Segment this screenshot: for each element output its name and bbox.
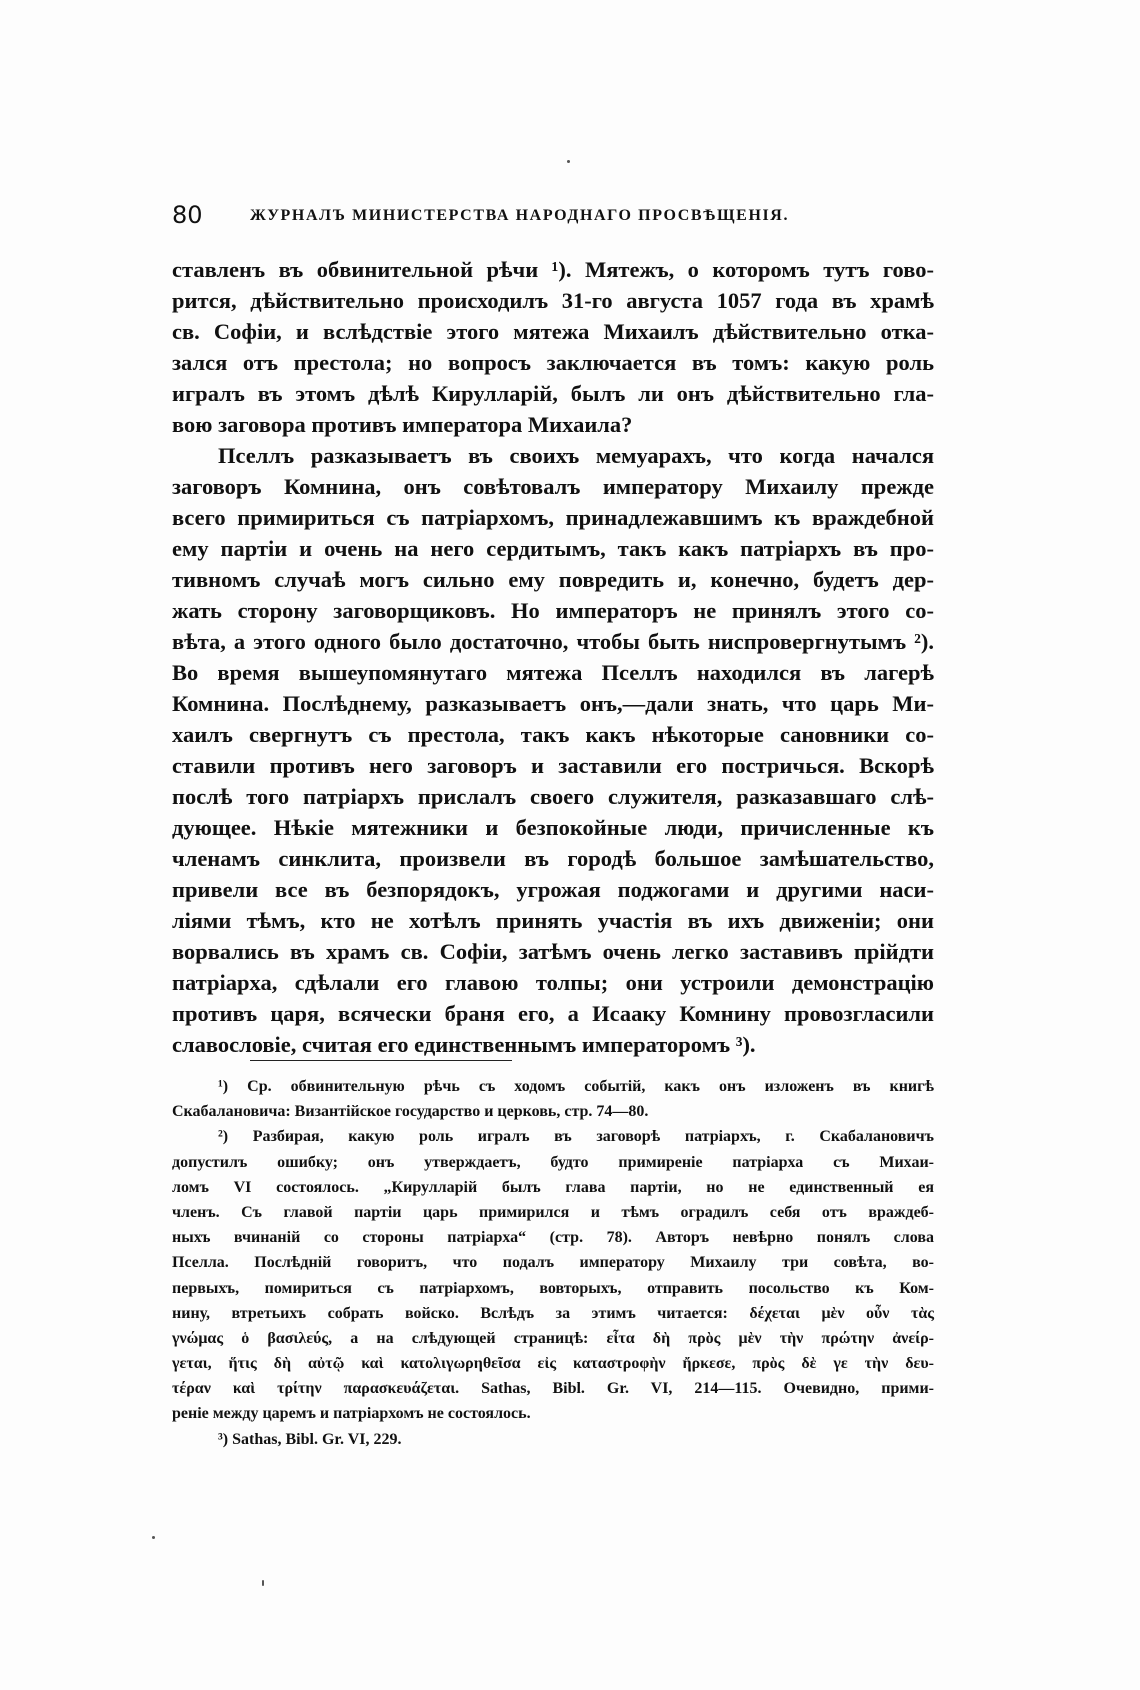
text-line: рится, дѣйствительно происходилъ 31-го августа 1057 года въ храмѣ (172, 288, 934, 313)
text-line: ставили противъ него заговоръ и заставили его постричься. Вскорѣ (172, 753, 934, 778)
text-line: патріарха, сдѣлали его главою толпы; они устроили демонстрацію (172, 970, 934, 995)
text-line: тивномъ случаѣ могъ сильно ему повредить и, конечно, будетъ дер- (172, 567, 934, 592)
footnote-line: τέραν καὶ τρίτην παρασκευάζεται. Sathas, Bibl. Gr. VI, 214—115. Очевидно, прими- (172, 1380, 934, 1398)
footnote-line: первыхъ, помириться съ патріархомъ, вовторыхъ, отправить посольство къ Ком- (172, 1279, 934, 1297)
footnote-line: ²) Разбирая, какую роль игралъ въ заговорѣ патріархъ, г. Скабалановичъ (218, 1128, 934, 1146)
text-line: противъ царя, всячески браня его, а Исааку Комнину провозгласили (172, 1001, 934, 1026)
text-line: ставленъ въ обвинительной рѣчи ¹). Мятежъ, о которомъ тутъ гово- (172, 257, 934, 282)
page-number: 80 (172, 201, 203, 229)
main-text (172, 254, 934, 1060)
footnote-line: реніе между царемъ и патріархомъ не состоялось. (172, 1405, 531, 1423)
text-line: дующее. Нѣкіе мятежники и безпокойные люди, причисленные къ (172, 815, 934, 840)
footnote-separator (250, 1060, 512, 1061)
scan-speck (262, 1580, 264, 1586)
text-line: хаилъ свергнутъ съ престола, такъ какъ нѣкоторые сановники со- (172, 722, 934, 747)
text-line: славословіе, считая его единственнымъ императоромъ ³). (172, 1032, 756, 1057)
text-line: привели все въ безпорядокъ, угрожая поджогами и другими наси- (172, 877, 934, 902)
scan-speck (152, 1536, 155, 1539)
footnote-line: Скабалановича: Византійское государство и церковь, стр. 74—80. (172, 1103, 649, 1121)
footnote-line: γεται, ἥτις δὴ αὐτῷ καὶ κατολιγωρηθεῖσα εἰς καταστροφὴν ἤρκεσε, πρὸς δὲ γε τὴν δευ- (172, 1355, 934, 1373)
footnote-line: ³) Sathas, Bibl. Gr. VI, 229. (218, 1430, 402, 1448)
text-line: вѣта, а этого одного было достаточно, чтобы быть ниспровергнутымъ ²). (172, 629, 934, 654)
text-line: жать сторону заговорщиковъ. Но императоръ не принялъ этого со- (172, 598, 934, 623)
footnote-line: Пселла. Послѣдній говоритъ, что подалъ императору Михаилу три совѣта, во- (172, 1254, 934, 1272)
running-header (172, 200, 940, 232)
text-line: зался отъ престола; но вопросъ заключается въ томъ: какую роль (172, 350, 934, 375)
footnote-line: ломъ VI состоялось. „Кирулларій былъ глава партіи, но не единственный ея (172, 1178, 934, 1196)
footnote-line: нину, втретьихъ собрать войско. Вслѣдъ за этимъ читается: δέχεται μὲν οὖν τὰς (172, 1304, 934, 1322)
text-line: вою заговора противъ императора Михаила? (172, 412, 633, 437)
footnote-line: ¹) Ср. обвинительную рѣчь съ ходомъ событій, какъ онъ изложенъ въ книгѣ (218, 1078, 934, 1095)
running-title: ЖУРНАЛЪ МИНИСТЕРСТВА НАРОДНАГО ПРОСВѢЩЕНІЯ. (250, 207, 790, 224)
scan-speck (567, 160, 570, 163)
text-line: всего примириться съ патріархомъ, принадлежавшимъ къ враждебной (172, 505, 934, 530)
text-line: ліями тѣмъ, кто не хотѣлъ принять участія въ ихъ движеніи; они (172, 908, 934, 933)
text-line: св. Софіи, и вслѣдствіе этого мятежа Михаилъ дѣйствительно отка- (172, 319, 934, 344)
text-line: ему партіи и очень на него сердитымъ, такъ какъ патріархъ въ про- (172, 536, 934, 561)
text-line: послѣ того патріархъ прислалъ своего служителя, разказавшаго слѣ- (172, 784, 934, 809)
footnote-line: членъ. Съ главой партіи царь примирился и тѣмъ оградилъ себя отъ враждеб- (172, 1203, 934, 1221)
footnotes (172, 1074, 934, 1452)
text-line: заговоръ Комнина, онъ совѣтовалъ императору Михаилу прежде (172, 474, 934, 499)
text-line: Комнина. Послѣднему, разказываетъ онъ,—дали знать, что царь Ми- (172, 691, 934, 716)
footnote-line: γνώμας ὁ βασιλεύς, а на слѣдующей страницѣ: εἶτα δὴ πρὸς μὲν τὴν πρώτην ἀνείρ- (172, 1329, 934, 1347)
text-line: ворвались въ храмъ св. Софіи, затѣмъ очень легко заставивъ прійдти (172, 939, 934, 964)
text-line: членамъ синклита, произвели въ городѣ большое замѣшательство, (172, 846, 934, 871)
footnote-line: ныхъ вчинаній со стороны патріарха“ (стр. 78). Авторъ невѣрно понялъ слова (172, 1229, 934, 1247)
text-line: Пселлъ разказываетъ въ своихъ мемуарахъ, что когда начался (218, 443, 934, 468)
footnote-line: допустилъ ошибку; онъ утверждаетъ, будто примиреніе патріарха съ Михаи- (172, 1153, 934, 1171)
text-line: Во время вышеупомянутаго мятежа Пселлъ находился въ лагерѣ (172, 660, 934, 685)
text-line: игралъ въ этомъ дѣлѣ Кирулларій, былъ ли онъ дѣйствительно гла- (172, 381, 934, 406)
